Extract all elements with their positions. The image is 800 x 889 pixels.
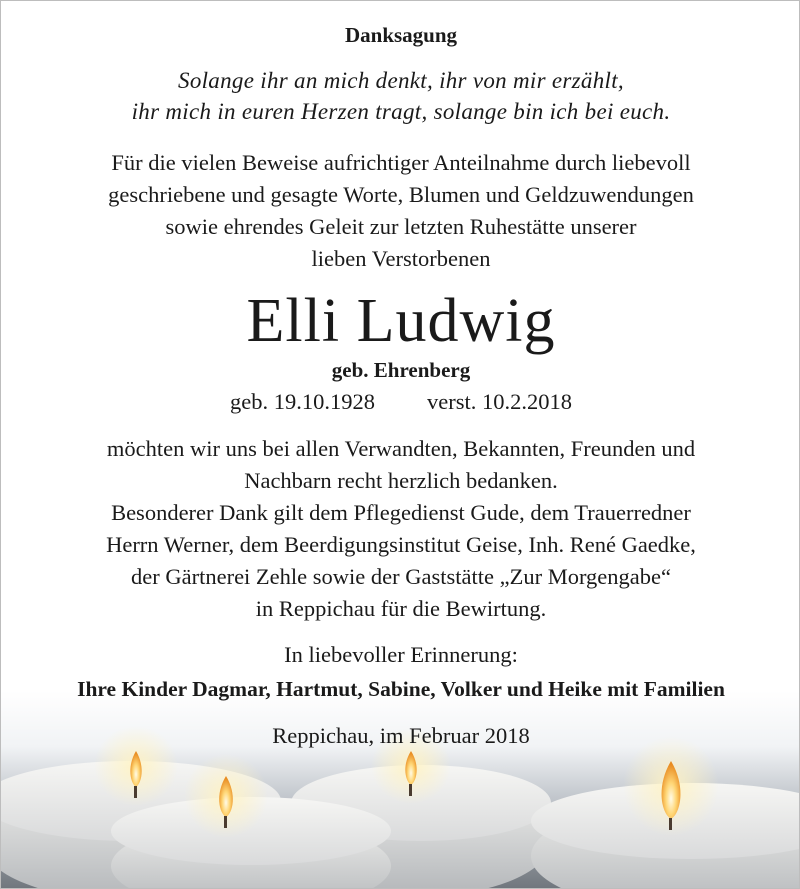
thanks-line: in Reppichau für die Bewirtung. bbox=[255, 596, 547, 621]
tealight-candles-image bbox=[1, 691, 800, 889]
family-signoff: Ihre Kinder Dagmar, Hartmut, Sabine, Volker und Heike mit Familien bbox=[77, 677, 725, 701]
death-date: verst. 10.2.2018 bbox=[427, 389, 572, 414]
intro-line: Für die vielen Beweise aufrichtiger Anteilnahme durch liebevoll bbox=[111, 150, 691, 175]
place-date: Reppichau, im Februar 2018 bbox=[272, 723, 530, 748]
thanks-line: möchten wir uns bei allen Verwandten, Bekannten, Freunden und bbox=[106, 436, 696, 461]
memorial-quote bbox=[1, 65, 800, 127]
deceased-name: Elli Ludwig bbox=[246, 287, 556, 355]
notice-heading: Danksagung bbox=[344, 23, 458, 47]
maiden-name: geb. Ehrenberg bbox=[331, 358, 471, 382]
remembrance-line: In liebevoller Erinnerung: bbox=[284, 642, 518, 667]
life-dates bbox=[1, 389, 800, 415]
thanks-line: Herrn Werner, dem Beerdigungsinstitut Geise, Inh. René Gaedke, bbox=[106, 532, 696, 557]
birth-date: geb. 19.10.1928 bbox=[230, 389, 375, 414]
intro-paragraph bbox=[1, 147, 800, 275]
thanks-paragraph bbox=[1, 433, 800, 625]
intro-line: lieben Verstorbenen bbox=[311, 246, 491, 271]
thanks-line: Besonderer Dank gilt dem Pflegedienst Gude, dem Trauerredner bbox=[111, 500, 691, 525]
quote-line: Solange ihr an mich denkt, ihr von mir erzählt, bbox=[178, 68, 624, 93]
intro-line: geschriebene und gesagte Worte, Blumen und Geldzuwendungen bbox=[108, 182, 694, 207]
quote-line: ihr mich in euren Herzen tragt, solange bin ich bei euch. bbox=[131, 99, 671, 124]
thanks-line: der Gärtnerei Zehle sowie der Gaststätte „Zur Morgengabe“ bbox=[131, 564, 671, 589]
thanks-line: Nachbarn recht herzlich bedanken. bbox=[244, 468, 558, 493]
intro-line: sowie ehrendes Geleit zur letzten Ruhestätte unserer bbox=[165, 214, 637, 239]
